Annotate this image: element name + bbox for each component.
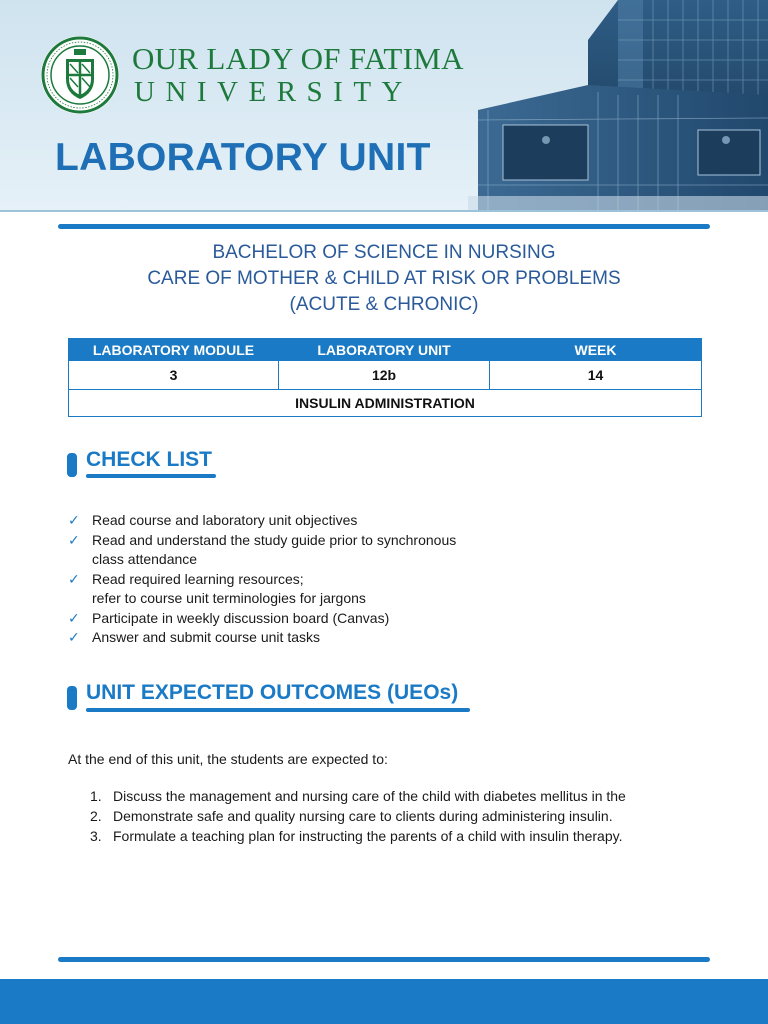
outcomes-title: UNIT EXPECTED OUTCOMES (UEOs) [86,681,459,704]
list-item [68,570,456,609]
topic-value: INSULIN ADMINISTRATION [69,390,702,417]
checklist [68,511,456,648]
list-item [68,609,456,629]
list-number: 1. [90,788,102,804]
course-title-line1: BACHELOR OF SCIENCE IN NURSING [212,242,556,263]
list-item [90,806,626,826]
outcomes-intro: At the end of this unit, the students are expected to: [68,751,388,767]
section-underline [86,708,470,712]
check-icon: ✓ [68,531,80,548]
section-marker [67,453,77,477]
header-divider [0,210,768,212]
check-icon: ✓ [68,609,80,626]
list-number: 2. [90,808,102,824]
list-item-text: Read and understand the study guide prior to synchronous [92,531,457,548]
university-name-line1: OUR LADY OF FATIMA [132,41,464,76]
table-row [69,390,702,417]
table-header-row [69,339,702,361]
outcomes-list [90,786,626,846]
module-value: 3 [69,361,279,390]
page-header [0,0,768,212]
list-number: 3. [90,828,102,844]
list-item-text: Participate in weekly discussion board (Canvas) [92,609,390,626]
header-laboratory-unit: LABORATORY UNIT [279,339,490,361]
section-underline [86,474,216,478]
page-title: LABORATORY UNIT [55,136,431,179]
check-icon: ✓ [68,629,80,645]
list-item [90,786,626,806]
page-footer [0,979,768,1024]
week-value: 14 [490,361,702,390]
header-week: WEEK [490,339,702,361]
university-name-line2: UNIVERSITY [134,76,413,108]
checklist-title: CHECK LIST [86,448,212,471]
list-item-text: Read required learning resources; [92,570,304,587]
check-icon: ✓ [68,512,80,528]
list-item-text: Read course and laboratory unit objectives [92,512,358,528]
bottom-divider [58,957,710,962]
campus-building-icon [468,0,768,212]
course-title [0,240,768,318]
list-item-text: Answer and submit course unit tasks [92,629,320,645]
section-marker [67,686,77,710]
top-divider [58,224,710,229]
list-item-text: Discuss the management and nursing care of the child with diabetes mellitus in the [113,788,626,804]
list-item-text: class attendance [92,551,198,567]
list-item-text: Formulate a teaching plan for instructing the parents of a child with insulin therapy. [113,828,623,844]
course-title-line3: (ACUTE & CHRONIC) [289,294,479,315]
check-icon: ✓ [68,570,80,587]
table-row [69,361,702,390]
list-item [68,628,456,648]
university-seal-icon [40,35,120,115]
list-item [90,826,626,846]
list-item [68,531,456,570]
module-info-table [68,338,702,417]
list-item-text: Demonstrate safe and quality nursing care to clients during administering insulin. [113,808,613,824]
unit-value: 12b [279,361,490,390]
list-item [68,511,456,531]
header-laboratory-module: LABORATORY MODULE [69,339,279,361]
list-item-text: refer to course unit terminologies for jargons [92,590,366,606]
course-title-line2: CARE OF MOTHER & CHILD AT RISK OR PROBLEMS [147,268,621,289]
